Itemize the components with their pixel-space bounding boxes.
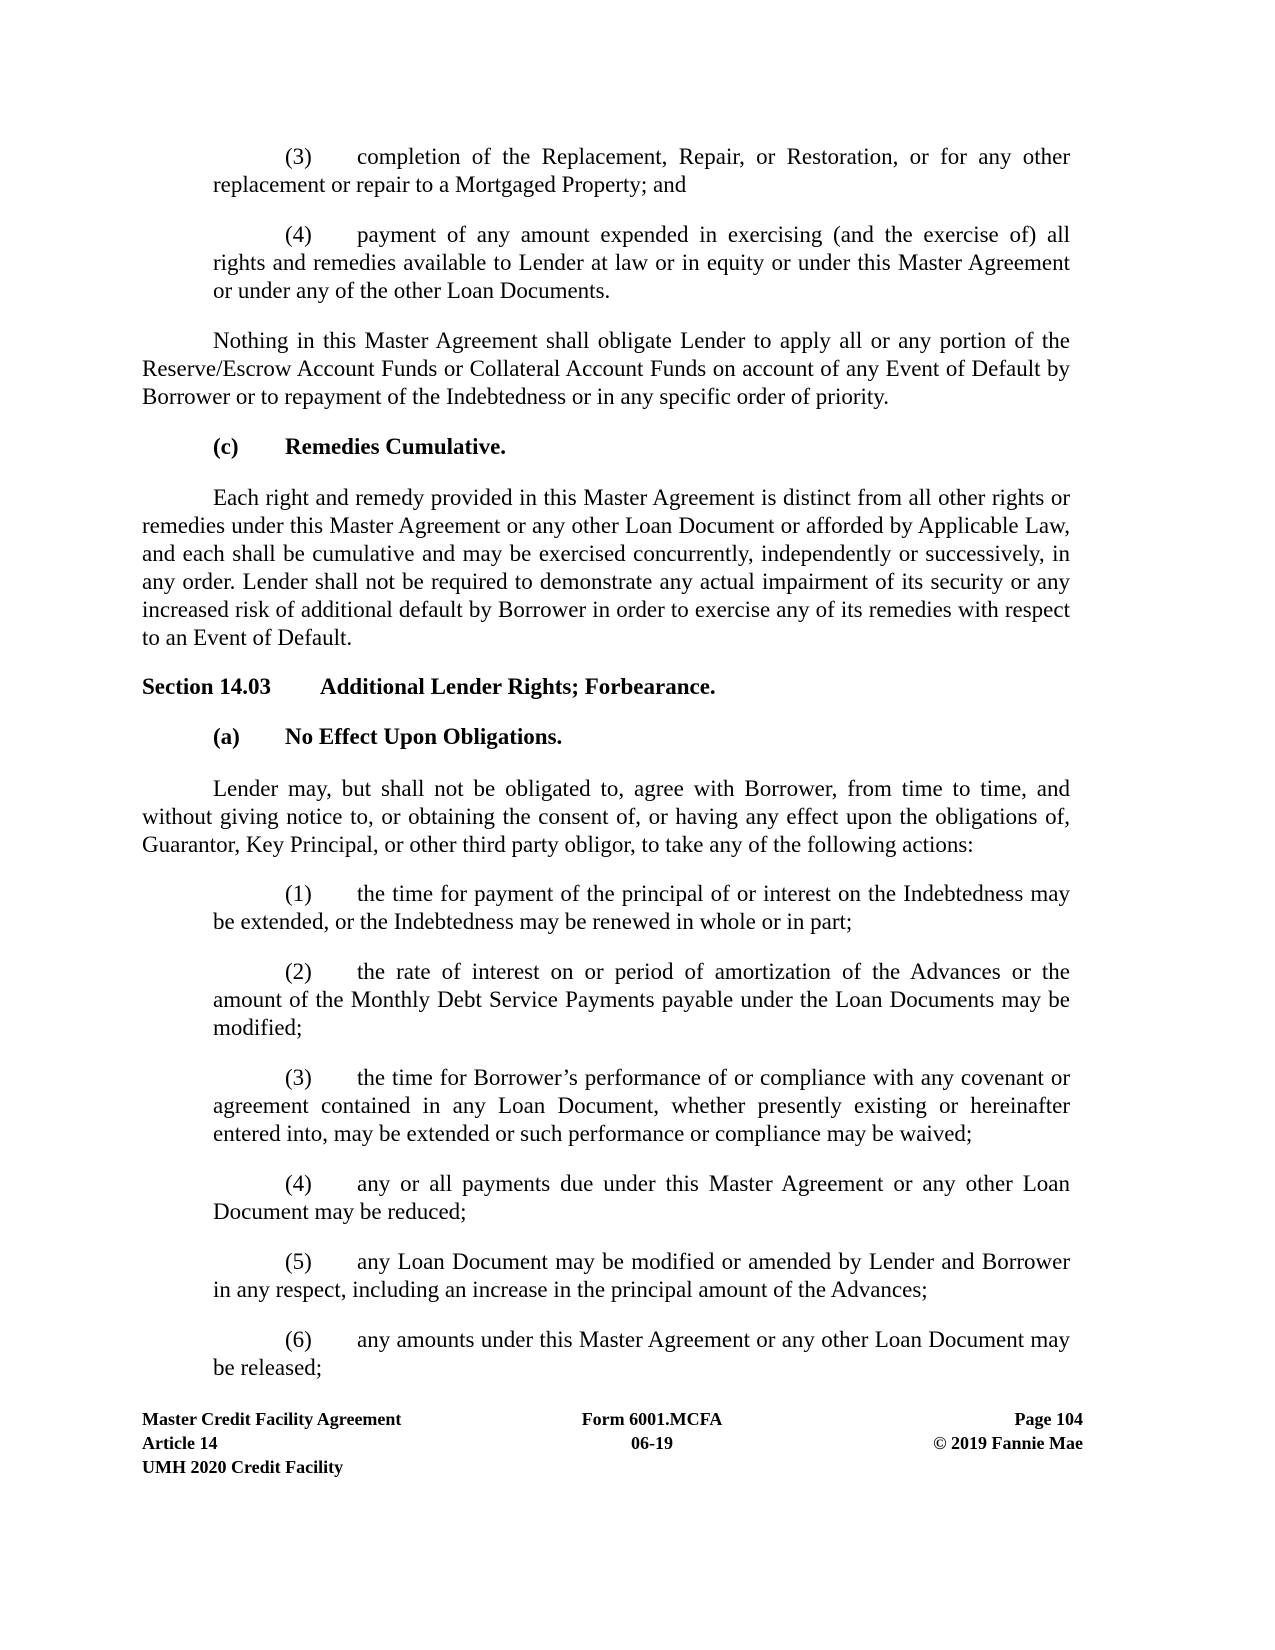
list-item (213, 1248, 1070, 1304)
item-number: (6) (285, 1327, 312, 1352)
footer-article: Article 14 (142, 1433, 218, 1453)
section-number: Section 14.03 (142, 674, 272, 699)
footer-copyright: © 2019 Fannie Mae (933, 1433, 1083, 1453)
footer-page-number: Page 104 (1014, 1409, 1083, 1429)
footer-form-date: 06-19 (631, 1433, 673, 1453)
item-text: the time for Borrower’s performance of or compliance with any covenant or agreement contained in any Loan Document, whether presently existing or hereinafter entered into, may be extended or such performance or compliance may be waived; (213, 1065, 1070, 1146)
footer-right (883, 1407, 1083, 1455)
footer-center (527, 1407, 777, 1455)
item-number: (3) (285, 1065, 312, 1090)
item-number: (4) (285, 1171, 312, 1196)
subsection-number: (a) (213, 724, 240, 749)
subsection-heading (213, 433, 613, 461)
subsection-title: Remedies Cumulative. (285, 434, 507, 459)
item-text: any or all payments due under this Master Agreement or any other Loan Document may be reduced; (213, 1171, 1070, 1224)
paragraph: Each right and remedy provided in this Master Agreement is distinct from all other rights or remedies under this Master Agreement or any other Loan Document or afforded by Applicable Law, and each shall be cumulative and may be exercised concurrently, independently or successively, in any order. Lender shall not be required to demonstrate any actual impairment of its security or any increased risk of additional default by Borrower in order to exercise any of its remedies with respect to an Event of Default. (142, 485, 1070, 650)
list-item (213, 143, 1070, 199)
item-text: completion of the Replacement, Repair, or Restoration, or for any other replacement or repair to a Mortgaged Property; and (213, 144, 1070, 197)
subsection-title: No Effect Upon Obligations. (285, 724, 563, 749)
item-text: any Loan Document may be modified or amended by Lender and Borrower in any respect, including an increase in the principal amount of the Advances; (213, 1249, 1070, 1302)
item-number: (4) (285, 222, 312, 247)
item-text: the time for payment of the principal of or interest on the Indebtedness may be extended, or the Indebtedness may be renewed in whole or in part; (213, 881, 1070, 934)
subsection-number: (c) (213, 434, 239, 459)
list-item (213, 958, 1070, 1042)
list-item (213, 880, 1070, 936)
list-item (213, 1326, 1070, 1382)
paragraph: Nothing in this Master Agreement shall obligate Lender to apply all or any portion of the Reserve/Escrow Account Funds or Collateral Account Funds on account of any Event of Default by Borrower or to repayment of the Indebtedness or in any specific order of priority. (142, 328, 1070, 409)
subsection-heading (213, 723, 713, 751)
list-item (213, 221, 1070, 305)
item-number: (2) (285, 959, 312, 984)
item-number: (3) (285, 144, 312, 169)
paragraph: Lender may, but shall not be obligated to, agree with Borrower, from time to time, and without giving notice to, or obtaining the consent of, or having any effect upon the obligations of, Guarantor, Key Principal, or other third party obligor, to take any of the following actions: (142, 776, 1070, 857)
item-number: (1) (285, 881, 312, 906)
list-item (213, 1064, 1070, 1148)
section-heading (142, 673, 842, 701)
footer-facility-name: UMH 2020 Credit Facility (142, 1457, 344, 1477)
item-text: payment of any amount expended in exercising (and the exercise of) all rights and remedies available to Lender at law or in equity or under this Master Agreement or under any of the other Loan Documents. (213, 222, 1070, 303)
item-text: the rate of interest on or period of amortization of the Advances or the amount of the Monthly Debt Service Payments payable under the Loan Documents may be modified; (213, 959, 1070, 1040)
item-text: any amounts under this Master Agreement or any other Loan Document may be released; (213, 1327, 1070, 1380)
section-title: Additional Lender Rights; Forbearance. (320, 674, 716, 699)
footer-agreement-title: Master Credit Facility Agreement (142, 1409, 402, 1429)
item-number: (5) (285, 1249, 312, 1274)
list-item (213, 1170, 1070, 1226)
footer-form-number: Form 6001.MCFA (581, 1409, 723, 1429)
footer-left (142, 1407, 401, 1479)
